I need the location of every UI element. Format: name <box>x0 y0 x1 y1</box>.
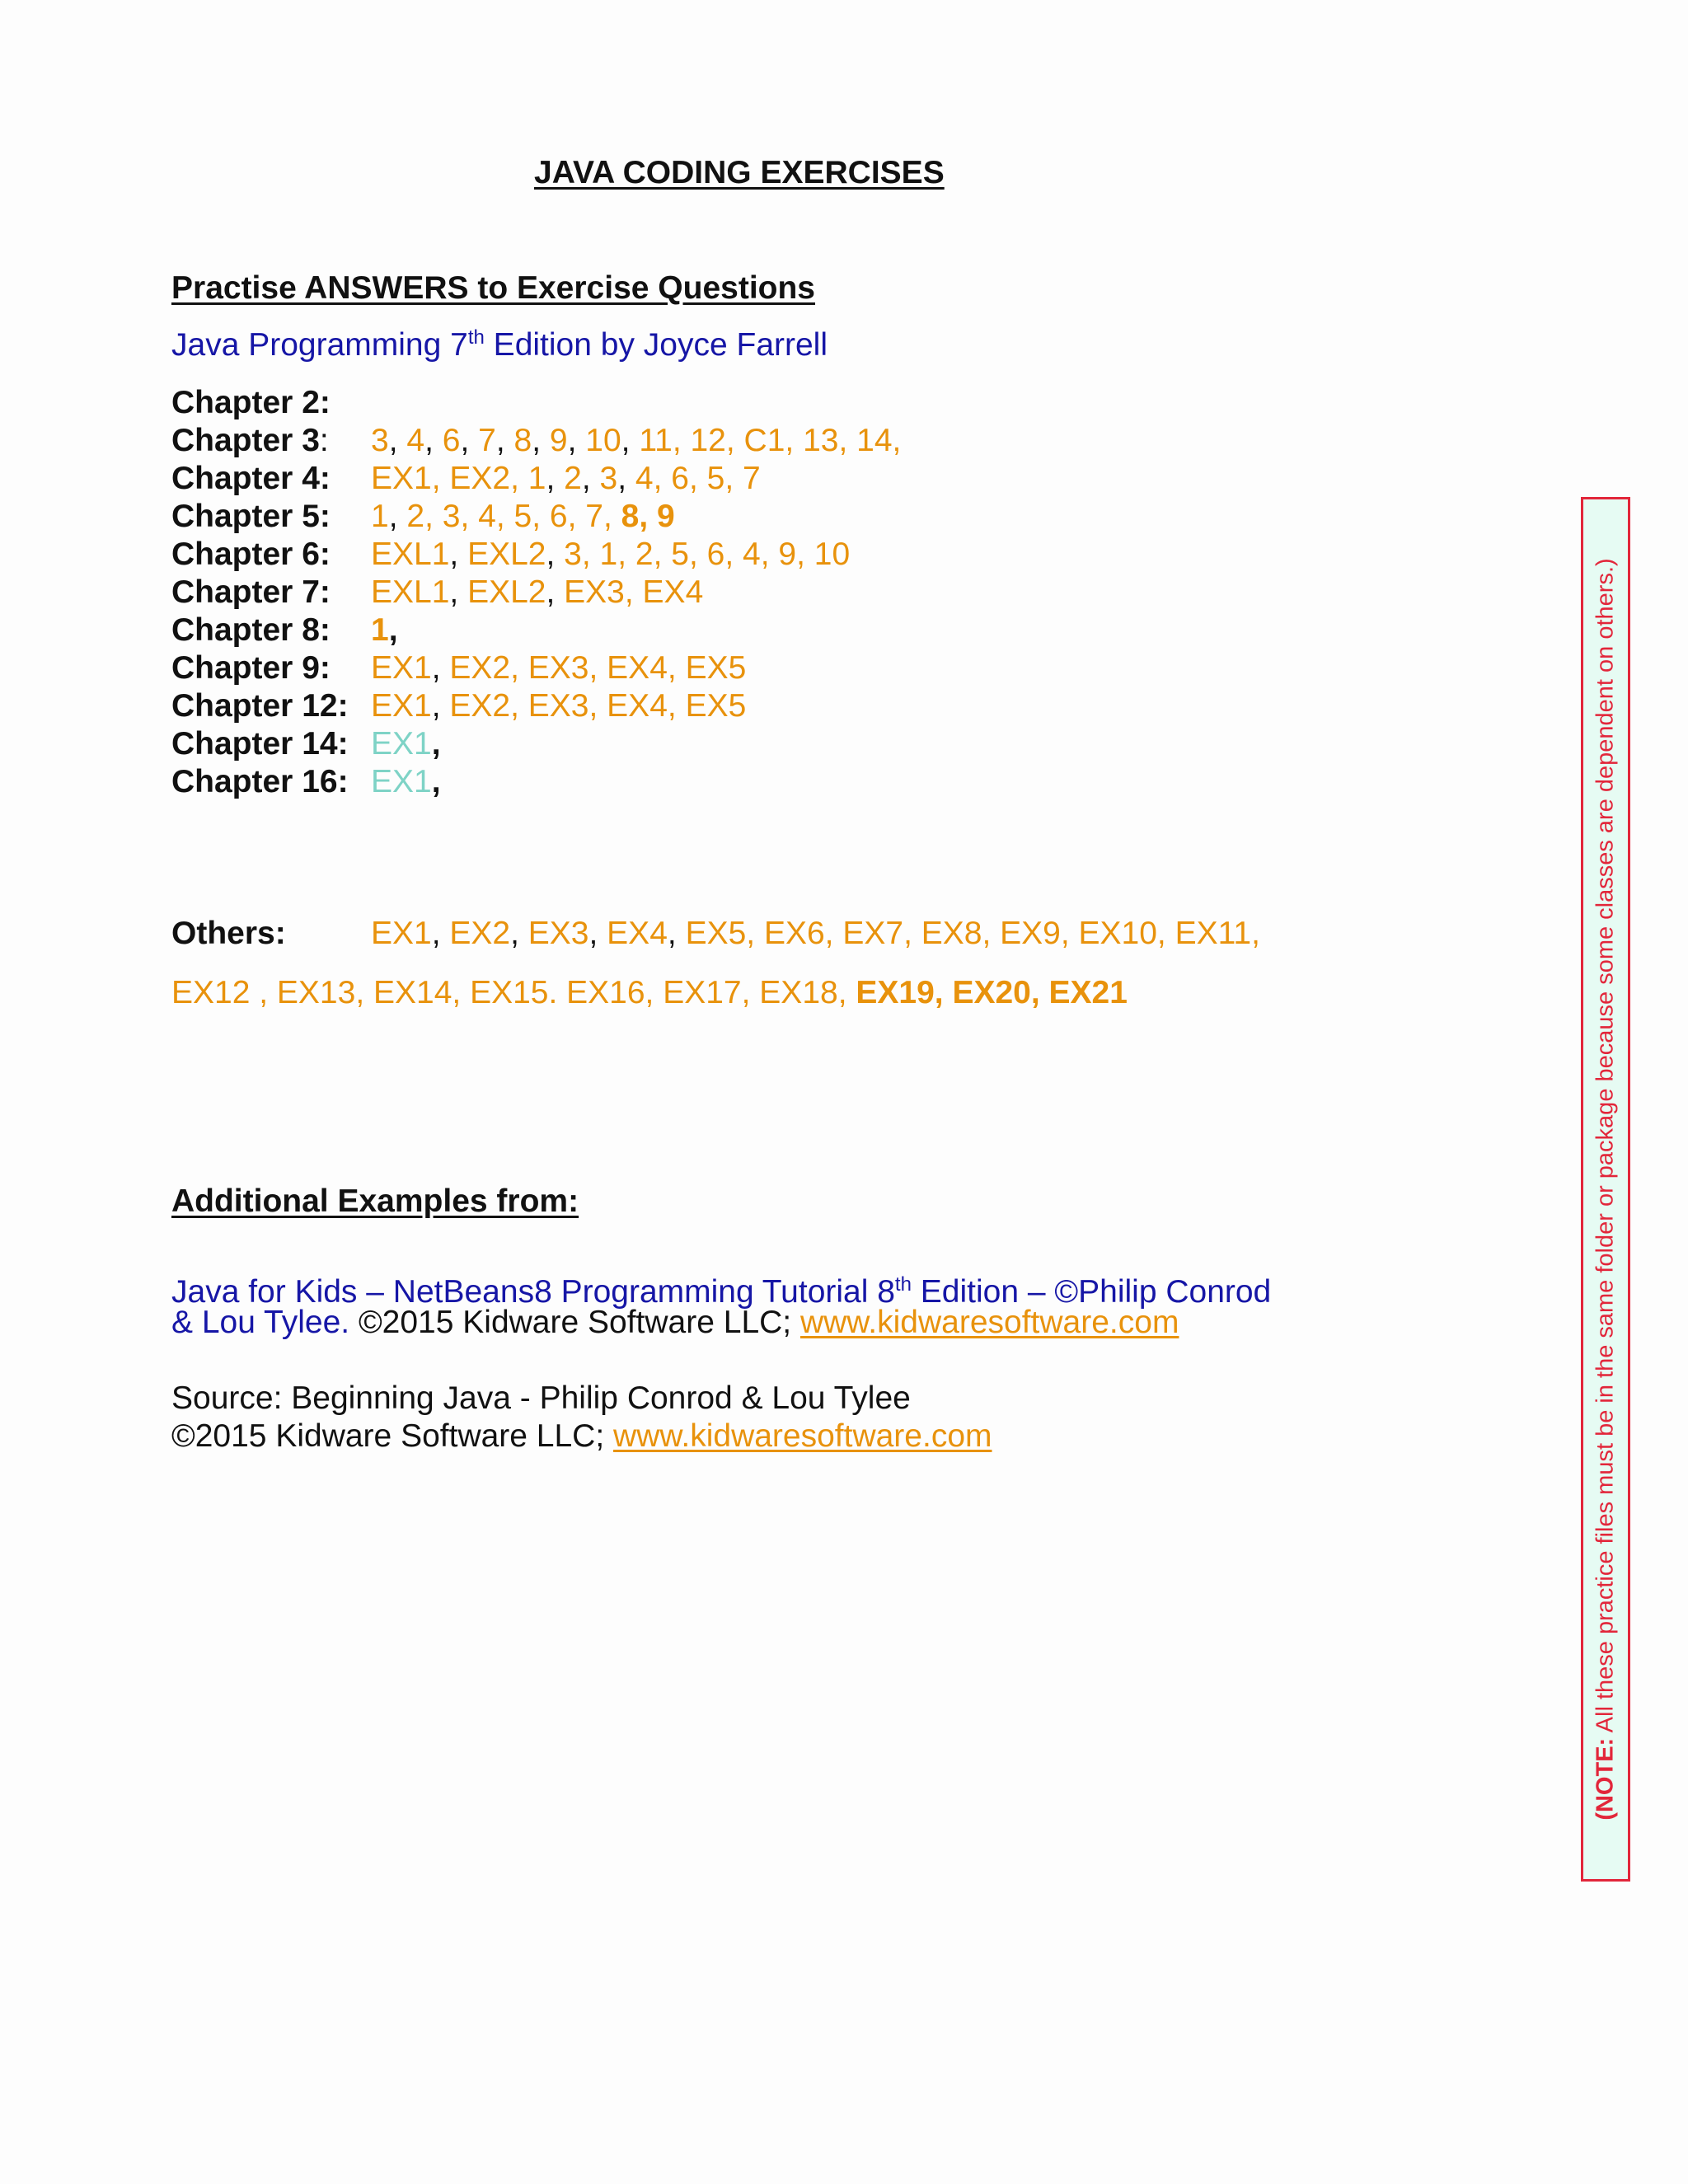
book-title: Java Programming 7th Edition by Joyce Farrell <box>171 326 828 363</box>
exercise-item: 10 <box>585 423 621 458</box>
exercise-item: 4 <box>406 423 425 458</box>
exercise-item: 10 <box>814 537 851 572</box>
exercise-item: EXL1 <box>371 537 450 572</box>
exercise-item: 2 <box>635 537 654 572</box>
exercise-item: 4 <box>743 537 761 572</box>
exercise-item: 14 <box>856 423 893 458</box>
exercise-item: EX2 <box>449 916 511 951</box>
chapter-label: Chapter 14: <box>171 726 349 762</box>
exercise-item: EXL2 <box>467 574 546 610</box>
chapter-row: Chapter 4: EX1, EX2, 1, 2, 3, 4, 6, 5, 7 <box>171 461 761 496</box>
chapter-row: Chapter 6: EXL1, EXL2, 3, 1, 2, 5, 6, 4, 9, 10 <box>171 537 851 572</box>
exercise-item: EX3 <box>528 688 589 724</box>
others-row: Others: EX1, EX2, EX3, EX4, EX5, EX6, EX7, EX8, EX9, EX10, EX11, <box>171 916 1260 951</box>
exercise-item: 5 <box>706 461 725 496</box>
exercise-item: 13 <box>803 423 839 458</box>
chapter-label: Chapter 5: <box>171 499 331 534</box>
exercise-item: 7 <box>478 423 496 458</box>
exercise-item: EX7 <box>842 916 904 951</box>
exercise-item: EX5 <box>685 688 747 724</box>
exercise-item: 1 <box>371 612 389 648</box>
chapter-row <box>171 384 371 422</box>
exercise-item: EX1 <box>371 461 432 496</box>
exercise-item: 4 <box>478 499 496 534</box>
kids-book-line-1: Java for Kids – NetBeans8 Programming Tutorial 8th Edition – ©Philip Conrod <box>171 1273 1272 1310</box>
exercise-item: EXL1 <box>371 574 450 610</box>
exercise-item: EX4 <box>642 574 704 610</box>
exercise-item: 5 <box>671 537 689 572</box>
exercise-item: EX1 <box>371 726 432 762</box>
chapter-row: Chapter 9: EX1, EX2, EX3, EX4, EX5 <box>171 650 747 686</box>
exercise-item: C1 <box>743 423 785 458</box>
exercise-item: 2 <box>406 499 425 534</box>
exercise-item: 11 <box>639 423 673 458</box>
exercise-item: EX1 <box>371 916 432 951</box>
exercise-item: 1 <box>371 499 389 534</box>
exercise-item: EX4 <box>607 916 668 951</box>
exercise-item: 12 <box>690 423 726 458</box>
others-label: Others: <box>171 916 286 951</box>
exercise-item: EXL2 <box>467 537 546 572</box>
exercise-item: 3 <box>599 461 618 496</box>
note-text: (NOTE: All these practice files must be in the same folder or package because some classes are dependent on others.) <box>1592 558 1619 1821</box>
exercise-item: EX5 <box>685 650 747 686</box>
chapter-label: Chapter 6: <box>171 537 331 572</box>
additional-heading: Additional Examples from: <box>171 1183 579 1219</box>
exercise-item: 9 <box>657 499 675 534</box>
chapter-label: Chapter 12: <box>171 688 349 724</box>
exercise-item: EX2 <box>449 650 511 686</box>
exercise-item: EX1 <box>371 650 432 686</box>
kidware-link[interactable]: www.kidwaresoftware.com <box>799 1305 1179 1340</box>
others-row-continued <box>171 974 1128 1012</box>
chapter-label: Chapter 3: <box>171 423 329 458</box>
exercise-item: EX3 <box>528 650 589 686</box>
chapter-row: Chapter 8: 1, <box>171 612 398 648</box>
exercise-item: 4 <box>635 461 654 496</box>
exercise-item: EX9 <box>1000 916 1061 951</box>
exercise-list-bold: EX19, EX20, EX21 <box>856 975 1128 1010</box>
source-line-1: Source: Beginning Java - Philip Conrod & Lou Tylee <box>171 1380 911 1416</box>
exercise-item: 9 <box>778 537 797 572</box>
exercise-item: 1 <box>599 537 618 572</box>
exercise-item: 6 <box>671 461 689 496</box>
exercise-item: 3 <box>564 537 582 572</box>
exercise-item: 8 <box>621 499 640 534</box>
exercise-item: EX3 <box>528 916 589 951</box>
exercise-item: EX10 <box>1078 916 1157 951</box>
exercise-item: EX5 <box>685 916 747 951</box>
chapter-label: Chapter 9: <box>171 650 331 686</box>
chapter-label: Chapter 8: <box>171 612 331 648</box>
chapter-row: Chapter 12: EX1, EX2, EX3, EX4, EX5 <box>171 688 747 724</box>
chapter-row: Chapter 7: EXL1, EXL2, EX3, EX4 <box>171 574 704 610</box>
exercise-item: EX8 <box>921 916 982 951</box>
exercise-item: 6 <box>706 537 725 572</box>
exercise-item: EX6 <box>763 916 825 951</box>
exercise-item: EX4 <box>607 688 668 724</box>
chapter-row: Chapter 14: EX1, <box>171 726 441 762</box>
chapter-label: Chapter 2: <box>171 385 331 420</box>
chapter-label: Chapter 4: <box>171 461 331 496</box>
exercise-item: 3 <box>442 499 461 534</box>
exercise-item: 2 <box>564 461 582 496</box>
kidware-link[interactable]: www.kidwaresoftware.com <box>613 1418 992 1454</box>
exercise-item: EX2 <box>449 688 511 724</box>
exercise-item: 3 <box>371 423 389 458</box>
exercise-item: EX1 <box>371 688 432 724</box>
exercise-item: 7 <box>585 499 603 534</box>
source-line-2: ©2015 Kidware Software LLC; www.kidwaresoftware.com <box>171 1418 992 1454</box>
chapter-row: Chapter 3: 3, 4, 6, 7, 8, 9, 10, 11, 12, C1, 13, 14, <box>171 423 902 458</box>
exercise-item: EX4 <box>607 650 668 686</box>
exercise-list: EX12 , EX13, EX14, EX15. EX16, EX17, EX18, <box>171 975 856 1010</box>
chapter-row: Chapter 16: EX1, <box>171 764 441 799</box>
chapter-label: Chapter 7: <box>171 574 331 610</box>
chapter-label: Chapter 16: <box>171 764 349 799</box>
page-title: JAVA CODING EXERCISES <box>534 155 945 190</box>
kids-book-line-2: & Lou Tylee. ©2015 Kidware Software LLC; www.kidwaresoftware.com <box>171 1305 1179 1340</box>
exercise-item: 1 <box>528 461 546 496</box>
exercise-item: EX2 <box>449 461 511 496</box>
exercise-item: 8 <box>513 423 532 458</box>
exercise-item: 5 <box>513 499 532 534</box>
exercise-item: EX11 <box>1175 916 1252 951</box>
exercise-item: 6 <box>442 423 461 458</box>
exercise-item: EX3 <box>564 574 625 610</box>
answers-heading: Practise ANSWERS to Exercise Questions <box>171 270 815 306</box>
exercise-item: 9 <box>549 423 568 458</box>
exercise-item: 6 <box>549 499 568 534</box>
chapter-row: Chapter 5: 1, 2, 3, 4, 5, 6, 7, 8, 9 <box>171 499 675 534</box>
exercise-item: EX1 <box>371 764 432 799</box>
exercise-item: 7 <box>743 461 761 496</box>
